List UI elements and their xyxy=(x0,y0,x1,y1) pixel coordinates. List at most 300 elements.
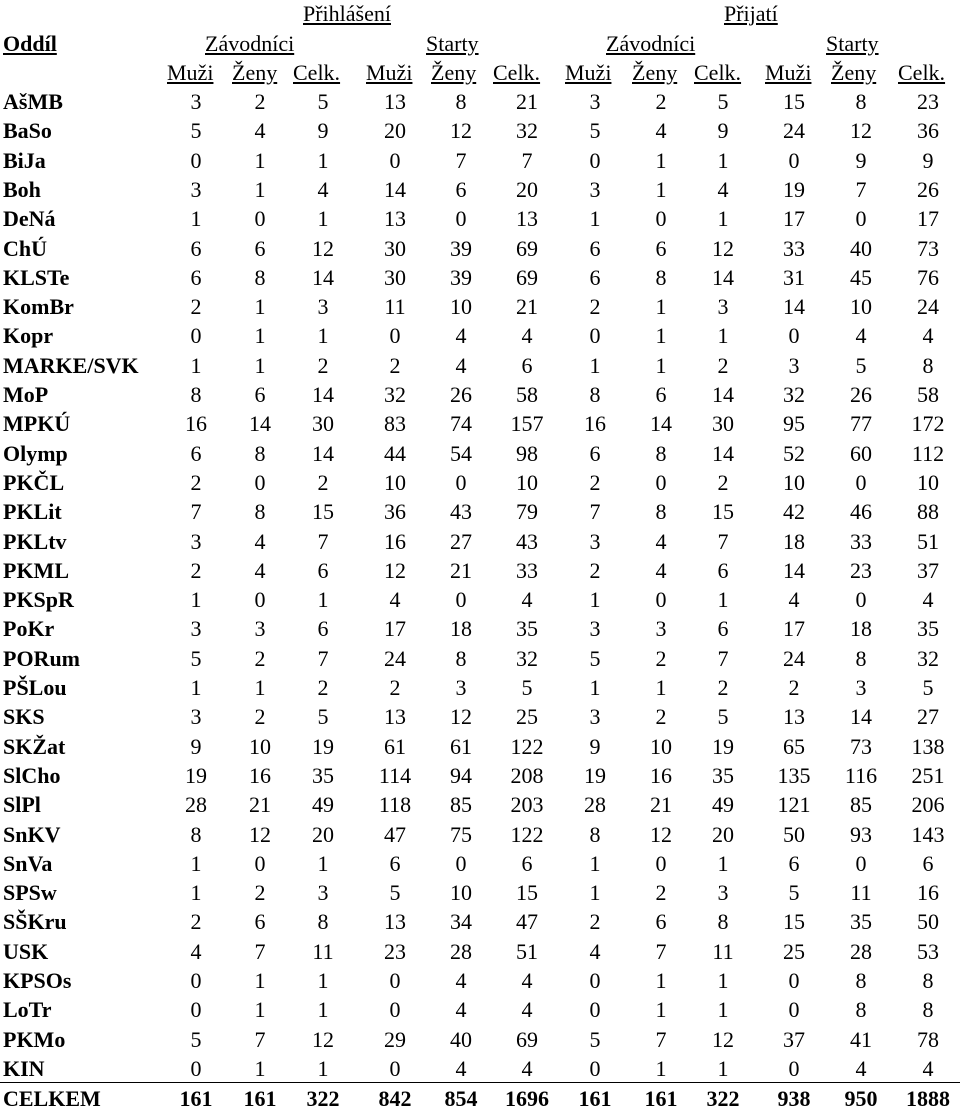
cell-value: 8 xyxy=(855,89,867,114)
table-row xyxy=(0,380,960,409)
cell-value: 10 xyxy=(450,880,472,906)
table-row xyxy=(0,527,960,556)
cell-value: 16 xyxy=(917,880,939,906)
table-row xyxy=(0,234,960,263)
cell-value: 5 xyxy=(788,880,800,906)
table-row xyxy=(0,116,960,145)
cell-value: 7 xyxy=(717,645,729,671)
table-row xyxy=(0,937,960,966)
table-row xyxy=(0,732,960,761)
cell-value: 14 xyxy=(312,264,334,290)
cell-value: 15 xyxy=(712,499,734,525)
cell-value: 9 xyxy=(190,733,202,759)
cell-value: 50 xyxy=(917,909,939,935)
cell-value: 3 xyxy=(589,616,601,642)
cell-value: 0 xyxy=(589,323,601,349)
cell-value: 0 xyxy=(190,997,202,1023)
cell-value: 85 xyxy=(850,792,872,818)
cell-value: 10 xyxy=(384,469,406,495)
cell-value: 4 xyxy=(855,323,867,349)
cell-value: 54 xyxy=(450,440,472,466)
cell-value: 88 xyxy=(917,499,939,525)
cell-value: 20 xyxy=(712,821,734,847)
cell-value: 40 xyxy=(850,235,872,261)
cell-value: 26 xyxy=(450,382,472,407)
cell-value: 3 xyxy=(589,176,601,202)
cell-value: 32 xyxy=(783,382,805,407)
cell-value: 52 xyxy=(783,440,805,466)
oddil-name: PKLit xyxy=(3,499,62,525)
oddil-name: SlCho xyxy=(3,762,61,788)
cell-value: 6 xyxy=(655,235,667,261)
cell-value: 30 xyxy=(712,411,734,437)
cell-value: 14 xyxy=(712,264,734,290)
cell-value: 0 xyxy=(254,206,266,232)
table-row xyxy=(0,966,960,995)
cell-value: 11 xyxy=(712,938,734,964)
cell-value: 0 xyxy=(190,147,202,173)
cell-value: 3 xyxy=(788,352,800,378)
cell-value: 8 xyxy=(190,821,202,847)
cell-value: 8 xyxy=(922,997,934,1023)
cell-value: 8 xyxy=(589,382,601,407)
cell-value: 13 xyxy=(384,89,406,114)
cell-value: 1 xyxy=(589,880,601,906)
table-row xyxy=(0,673,960,702)
cell-value: 1 xyxy=(717,1055,729,1081)
oddil-name: DeNá xyxy=(3,206,56,232)
oddil-name: SKŽat xyxy=(3,733,66,759)
cell-value: 122 xyxy=(510,821,544,847)
oddil-name: SnVa xyxy=(3,850,53,876)
cell-value: 26 xyxy=(850,382,872,407)
cell-value: 1 xyxy=(717,147,729,173)
cell-value: 3 xyxy=(190,528,202,554)
cell-value: 58 xyxy=(516,382,538,407)
cell-value: 30 xyxy=(312,411,334,437)
cell-value: 1 xyxy=(717,997,729,1023)
cell-value: 0 xyxy=(788,997,800,1023)
table-row xyxy=(0,644,960,673)
cell-value: 3 xyxy=(455,675,467,700)
cell-value: 6 xyxy=(922,850,934,876)
cell-value: 3 xyxy=(317,294,329,320)
cell-value: 6 xyxy=(655,382,667,407)
cell-value: 74 xyxy=(450,411,472,437)
cell-value: 1 xyxy=(190,587,202,613)
cell-value: 18 xyxy=(450,616,472,642)
cell-value: 8 xyxy=(317,909,329,935)
cell-value: 49 xyxy=(312,792,334,818)
subheader-zeny: Ženy xyxy=(632,60,678,85)
cell-value: 0 xyxy=(455,850,467,876)
cell-value: 4 xyxy=(655,557,667,583)
cell-value: 0 xyxy=(389,968,401,993)
total-divider xyxy=(0,1082,960,1083)
cell-value: 1 xyxy=(190,880,202,906)
cell-value: 32 xyxy=(516,118,538,144)
cell-value: 9 xyxy=(717,118,729,144)
oddil-name: PKML xyxy=(3,557,69,583)
cell-value: 8 xyxy=(589,821,601,847)
cell-value: 10 xyxy=(249,733,271,759)
cell-value: 4 xyxy=(655,528,667,554)
oddil-name: KLSTe xyxy=(3,264,70,290)
oddil-name: SKS xyxy=(3,704,45,730)
cell-value: 34 xyxy=(450,909,472,935)
cell-value: 43 xyxy=(516,528,538,554)
table-row xyxy=(0,790,960,819)
table-row xyxy=(0,1025,960,1054)
cell-value: 7 xyxy=(317,528,329,554)
cell-value: 8 xyxy=(254,264,266,290)
cell-value: 1 xyxy=(717,206,729,232)
cell-value: 51 xyxy=(917,528,939,554)
cell-value: 8 xyxy=(254,440,266,466)
table-row xyxy=(0,351,960,380)
cell-value: 2 xyxy=(254,645,266,671)
cell-value: 161 xyxy=(179,1086,213,1111)
cell-value: 35 xyxy=(850,909,872,935)
cell-value: 6 xyxy=(717,616,729,642)
cell-value: 4 xyxy=(855,1055,867,1081)
cell-value: 2 xyxy=(655,704,667,730)
cell-value: 11 xyxy=(312,938,334,964)
cell-value: 1 xyxy=(254,147,266,173)
cell-value: 7 xyxy=(190,499,202,525)
cell-value: 1 xyxy=(317,323,329,349)
cell-value: 24 xyxy=(783,118,805,144)
cell-value: 14 xyxy=(312,382,334,407)
cell-value: 77 xyxy=(850,411,872,437)
table-row xyxy=(0,468,960,497)
cell-value: 75 xyxy=(450,821,472,847)
cell-value: 4 xyxy=(655,118,667,144)
cell-value: 116 xyxy=(844,762,878,788)
cell-value: 21 xyxy=(249,792,271,818)
cell-value: 2 xyxy=(317,469,329,495)
cell-value: 4 xyxy=(717,176,729,202)
cell-value: 118 xyxy=(378,792,412,818)
cell-value: 842 xyxy=(378,1086,412,1111)
cell-value: 4 xyxy=(922,323,934,349)
cell-value: 46 xyxy=(850,499,872,525)
table-row xyxy=(0,175,960,204)
header-zavodnici-2: Závodníci xyxy=(606,31,696,56)
cell-value: 25 xyxy=(516,704,538,730)
cell-value: 0 xyxy=(254,587,266,613)
cell-value: 15 xyxy=(783,909,805,935)
cell-value: 2 xyxy=(254,704,266,730)
oddil-name: SPSw xyxy=(3,880,57,906)
cell-value: 28 xyxy=(584,792,606,818)
cell-value: 6 xyxy=(521,352,533,378)
cell-value: 36 xyxy=(384,499,406,525)
cell-value: 6 xyxy=(190,440,202,466)
cell-value: 4 xyxy=(455,1055,467,1081)
oddil-name: PKLtv xyxy=(3,528,67,554)
cell-value: 24 xyxy=(783,645,805,671)
table-row xyxy=(0,409,960,438)
cell-value: 0 xyxy=(655,206,667,232)
header-zavodnici-1: Závodníci xyxy=(205,31,295,56)
cell-value: 43 xyxy=(450,499,472,525)
cell-value: 33 xyxy=(850,528,872,554)
cell-value: 93 xyxy=(850,821,872,847)
cell-value: 15 xyxy=(312,499,334,525)
cell-value: 2 xyxy=(389,352,401,378)
cell-value: 10 xyxy=(850,294,872,320)
cell-value: 6 xyxy=(589,264,601,290)
cell-value: 135 xyxy=(777,762,811,788)
cell-value: 6 xyxy=(317,616,329,642)
cell-value: 61 xyxy=(384,733,406,759)
cell-value: 8 xyxy=(922,352,934,378)
cell-value: 14 xyxy=(312,440,334,466)
cell-value: 65 xyxy=(783,733,805,759)
cell-value: 4 xyxy=(521,323,533,349)
cell-value: 4 xyxy=(788,587,800,613)
cell-value: 8 xyxy=(254,499,266,525)
cell-value: 7 xyxy=(589,499,601,525)
oddil-name: BiJa xyxy=(3,147,46,173)
cell-value: 2 xyxy=(589,557,601,583)
cell-value: 938 xyxy=(777,1086,811,1111)
cell-value: 1 xyxy=(254,323,266,349)
cell-value: 5 xyxy=(855,352,867,378)
cell-value: 5 xyxy=(190,118,202,144)
cell-value: 19 xyxy=(312,733,334,759)
cell-value: 6 xyxy=(190,264,202,290)
cell-value: 8 xyxy=(190,382,202,407)
cell-value: 0 xyxy=(655,587,667,613)
cell-value: 0 xyxy=(389,147,401,173)
cell-value: 14 xyxy=(712,440,734,466)
oddil-name: SŠKru xyxy=(3,909,67,935)
subheader-celk: Celk. xyxy=(694,60,742,85)
cell-value: 6 xyxy=(254,382,266,407)
cell-value: 12 xyxy=(312,1026,334,1052)
oddil-name: KIN xyxy=(3,1055,45,1081)
cell-value: 18 xyxy=(850,616,872,642)
cell-value: 4 xyxy=(521,968,533,993)
cell-value: 14 xyxy=(249,411,271,437)
cell-value: 3 xyxy=(717,880,729,906)
cell-value: 8 xyxy=(855,645,867,671)
cell-value: 4 xyxy=(455,352,467,378)
cell-value: 0 xyxy=(254,469,266,495)
oddil-name: PKSpR xyxy=(3,587,74,613)
cell-value: 1 xyxy=(254,968,266,993)
cell-value: 1 xyxy=(655,1055,667,1081)
cell-value: 6 xyxy=(589,440,601,466)
cell-value: 31 xyxy=(783,264,805,290)
oddil-name: SlPl xyxy=(3,792,41,818)
cell-value: 13 xyxy=(783,704,805,730)
cell-value: 53 xyxy=(917,938,939,964)
cell-value: 28 xyxy=(185,792,207,818)
cell-value: 1 xyxy=(589,675,601,700)
cell-value: 0 xyxy=(190,968,202,993)
cell-value: 0 xyxy=(788,147,800,173)
cell-value: 2 xyxy=(788,675,800,700)
cell-value: 1 xyxy=(655,968,667,993)
table-row xyxy=(0,702,960,731)
cell-value: 2 xyxy=(655,645,667,671)
cell-value: 32 xyxy=(384,382,406,407)
cell-value: 13 xyxy=(384,909,406,935)
cell-value: 10 xyxy=(917,469,939,495)
cell-value: 3 xyxy=(589,528,601,554)
cell-value: 3 xyxy=(717,294,729,320)
oddil-name: MPKÚ xyxy=(3,411,71,437)
oddil-name: SnKV xyxy=(3,821,61,847)
oddil-name: PŠLou xyxy=(3,675,67,700)
cell-value: 60 xyxy=(850,440,872,466)
cell-value: 1 xyxy=(655,294,667,320)
subheader-celk: Celk. xyxy=(493,60,541,85)
cell-value: 1 xyxy=(655,352,667,378)
table-row xyxy=(0,263,960,292)
cell-value: 30 xyxy=(384,235,406,261)
cell-value: 6 xyxy=(589,235,601,261)
cell-value: 14 xyxy=(783,557,805,583)
cell-value: 12 xyxy=(712,1026,734,1052)
cell-value: 4 xyxy=(589,938,601,964)
cell-value: 4 xyxy=(521,1055,533,1081)
cell-value: 13 xyxy=(384,704,406,730)
cell-value: 0 xyxy=(389,997,401,1023)
oddil-name: Kopr xyxy=(3,323,54,349)
cell-value: 8 xyxy=(455,645,467,671)
cell-value: 2 xyxy=(190,469,202,495)
cell-value: 69 xyxy=(516,235,538,261)
cell-value: 16 xyxy=(650,762,672,788)
cell-value: 0 xyxy=(190,1055,202,1081)
cell-value: 8 xyxy=(922,968,934,993)
cell-value: 2 xyxy=(655,89,667,114)
cell-value: 7 xyxy=(521,147,533,173)
cell-value: 5 xyxy=(589,645,601,671)
cell-value: 3 xyxy=(317,880,329,906)
cell-value: 7 xyxy=(455,147,467,173)
cell-value: 98 xyxy=(516,440,538,466)
table-row xyxy=(0,87,960,116)
cell-value: 5 xyxy=(589,118,601,144)
cell-value: 1 xyxy=(655,675,667,700)
cell-value: 4 xyxy=(521,997,533,1023)
cell-value: 1 xyxy=(717,587,729,613)
cell-value: 203 xyxy=(510,792,544,818)
cell-value: 5 xyxy=(317,704,329,730)
cell-value: 9 xyxy=(317,118,329,144)
cell-value: 35 xyxy=(312,762,334,788)
cell-value: 20 xyxy=(384,118,406,144)
cell-value: 5 xyxy=(389,880,401,906)
cell-value: 51 xyxy=(516,938,538,964)
cell-value: 9 xyxy=(855,147,867,173)
cell-value: 11 xyxy=(384,294,406,320)
cell-value: 2 xyxy=(190,294,202,320)
cell-value: 112 xyxy=(911,440,945,466)
cell-value: 3 xyxy=(254,616,266,642)
cell-value: 1888 xyxy=(906,1086,950,1111)
cell-value: 0 xyxy=(589,147,601,173)
table-row xyxy=(0,820,960,849)
cell-value: 13 xyxy=(384,206,406,232)
cell-value: 12 xyxy=(650,821,672,847)
cell-value: 172 xyxy=(911,411,945,437)
cell-value: 0 xyxy=(254,850,266,876)
cell-value: 14 xyxy=(384,176,406,202)
table-row xyxy=(0,761,960,790)
header-prijati: Přijatí xyxy=(724,1,778,26)
cell-value: 12 xyxy=(450,704,472,730)
cell-value: 7 xyxy=(655,1026,667,1052)
cell-value: 0 xyxy=(855,469,867,495)
cell-value: 29 xyxy=(384,1026,406,1052)
cell-value: 0 xyxy=(788,1055,800,1081)
subheader-zeny: Ženy xyxy=(831,60,877,85)
cell-value: 2 xyxy=(254,89,266,114)
oddil-name: PoKr xyxy=(3,616,55,642)
cell-value: 1 xyxy=(655,997,667,1023)
cell-value: 2 xyxy=(317,352,329,378)
oddil-name: PKČL xyxy=(3,469,65,495)
cell-value: 0 xyxy=(389,1055,401,1081)
cell-value: 6 xyxy=(655,909,667,935)
header-oddil: Oddíl xyxy=(3,31,57,56)
cell-value: 2 xyxy=(717,352,729,378)
cell-value: 28 xyxy=(450,938,472,964)
cell-value: 8 xyxy=(717,909,729,935)
cell-value: 44 xyxy=(384,440,406,466)
cell-value: 322 xyxy=(706,1086,740,1111)
header-prihlaseni: Přihlášení xyxy=(303,1,391,26)
cell-value: 854 xyxy=(444,1086,478,1111)
cell-value: 8 xyxy=(655,440,667,466)
cell-value: 36 xyxy=(917,118,939,144)
cell-value: 69 xyxy=(516,264,538,290)
cell-value: 2 xyxy=(190,909,202,935)
cell-value: 4 xyxy=(389,587,401,613)
cell-value: 12 xyxy=(450,118,472,144)
cell-value: 1 xyxy=(317,1055,329,1081)
cell-value: 35 xyxy=(516,616,538,642)
cell-value: 17 xyxy=(384,616,406,642)
cell-value: 0 xyxy=(855,206,867,232)
table-row xyxy=(0,439,960,468)
cell-value: 37 xyxy=(783,1026,805,1052)
cell-value: 19 xyxy=(584,762,606,788)
cell-value: 20 xyxy=(516,176,538,202)
cell-value: 17 xyxy=(783,616,805,642)
cell-value: 24 xyxy=(917,294,939,320)
cell-value: 161 xyxy=(243,1086,277,1111)
table-row xyxy=(0,995,960,1024)
cell-value: 2 xyxy=(589,909,601,935)
cell-value: 26 xyxy=(917,176,939,202)
cell-value: 2 xyxy=(717,675,729,700)
cell-value: 0 xyxy=(589,997,601,1023)
cell-value: 2 xyxy=(717,469,729,495)
cell-value: 25 xyxy=(783,938,805,964)
oddil-name: AšMB xyxy=(3,89,63,114)
cell-value: 5 xyxy=(521,675,533,700)
oddil-name: KPSOs xyxy=(3,968,72,993)
cell-value: 14 xyxy=(650,411,672,437)
cell-value: 4 xyxy=(455,997,467,1023)
